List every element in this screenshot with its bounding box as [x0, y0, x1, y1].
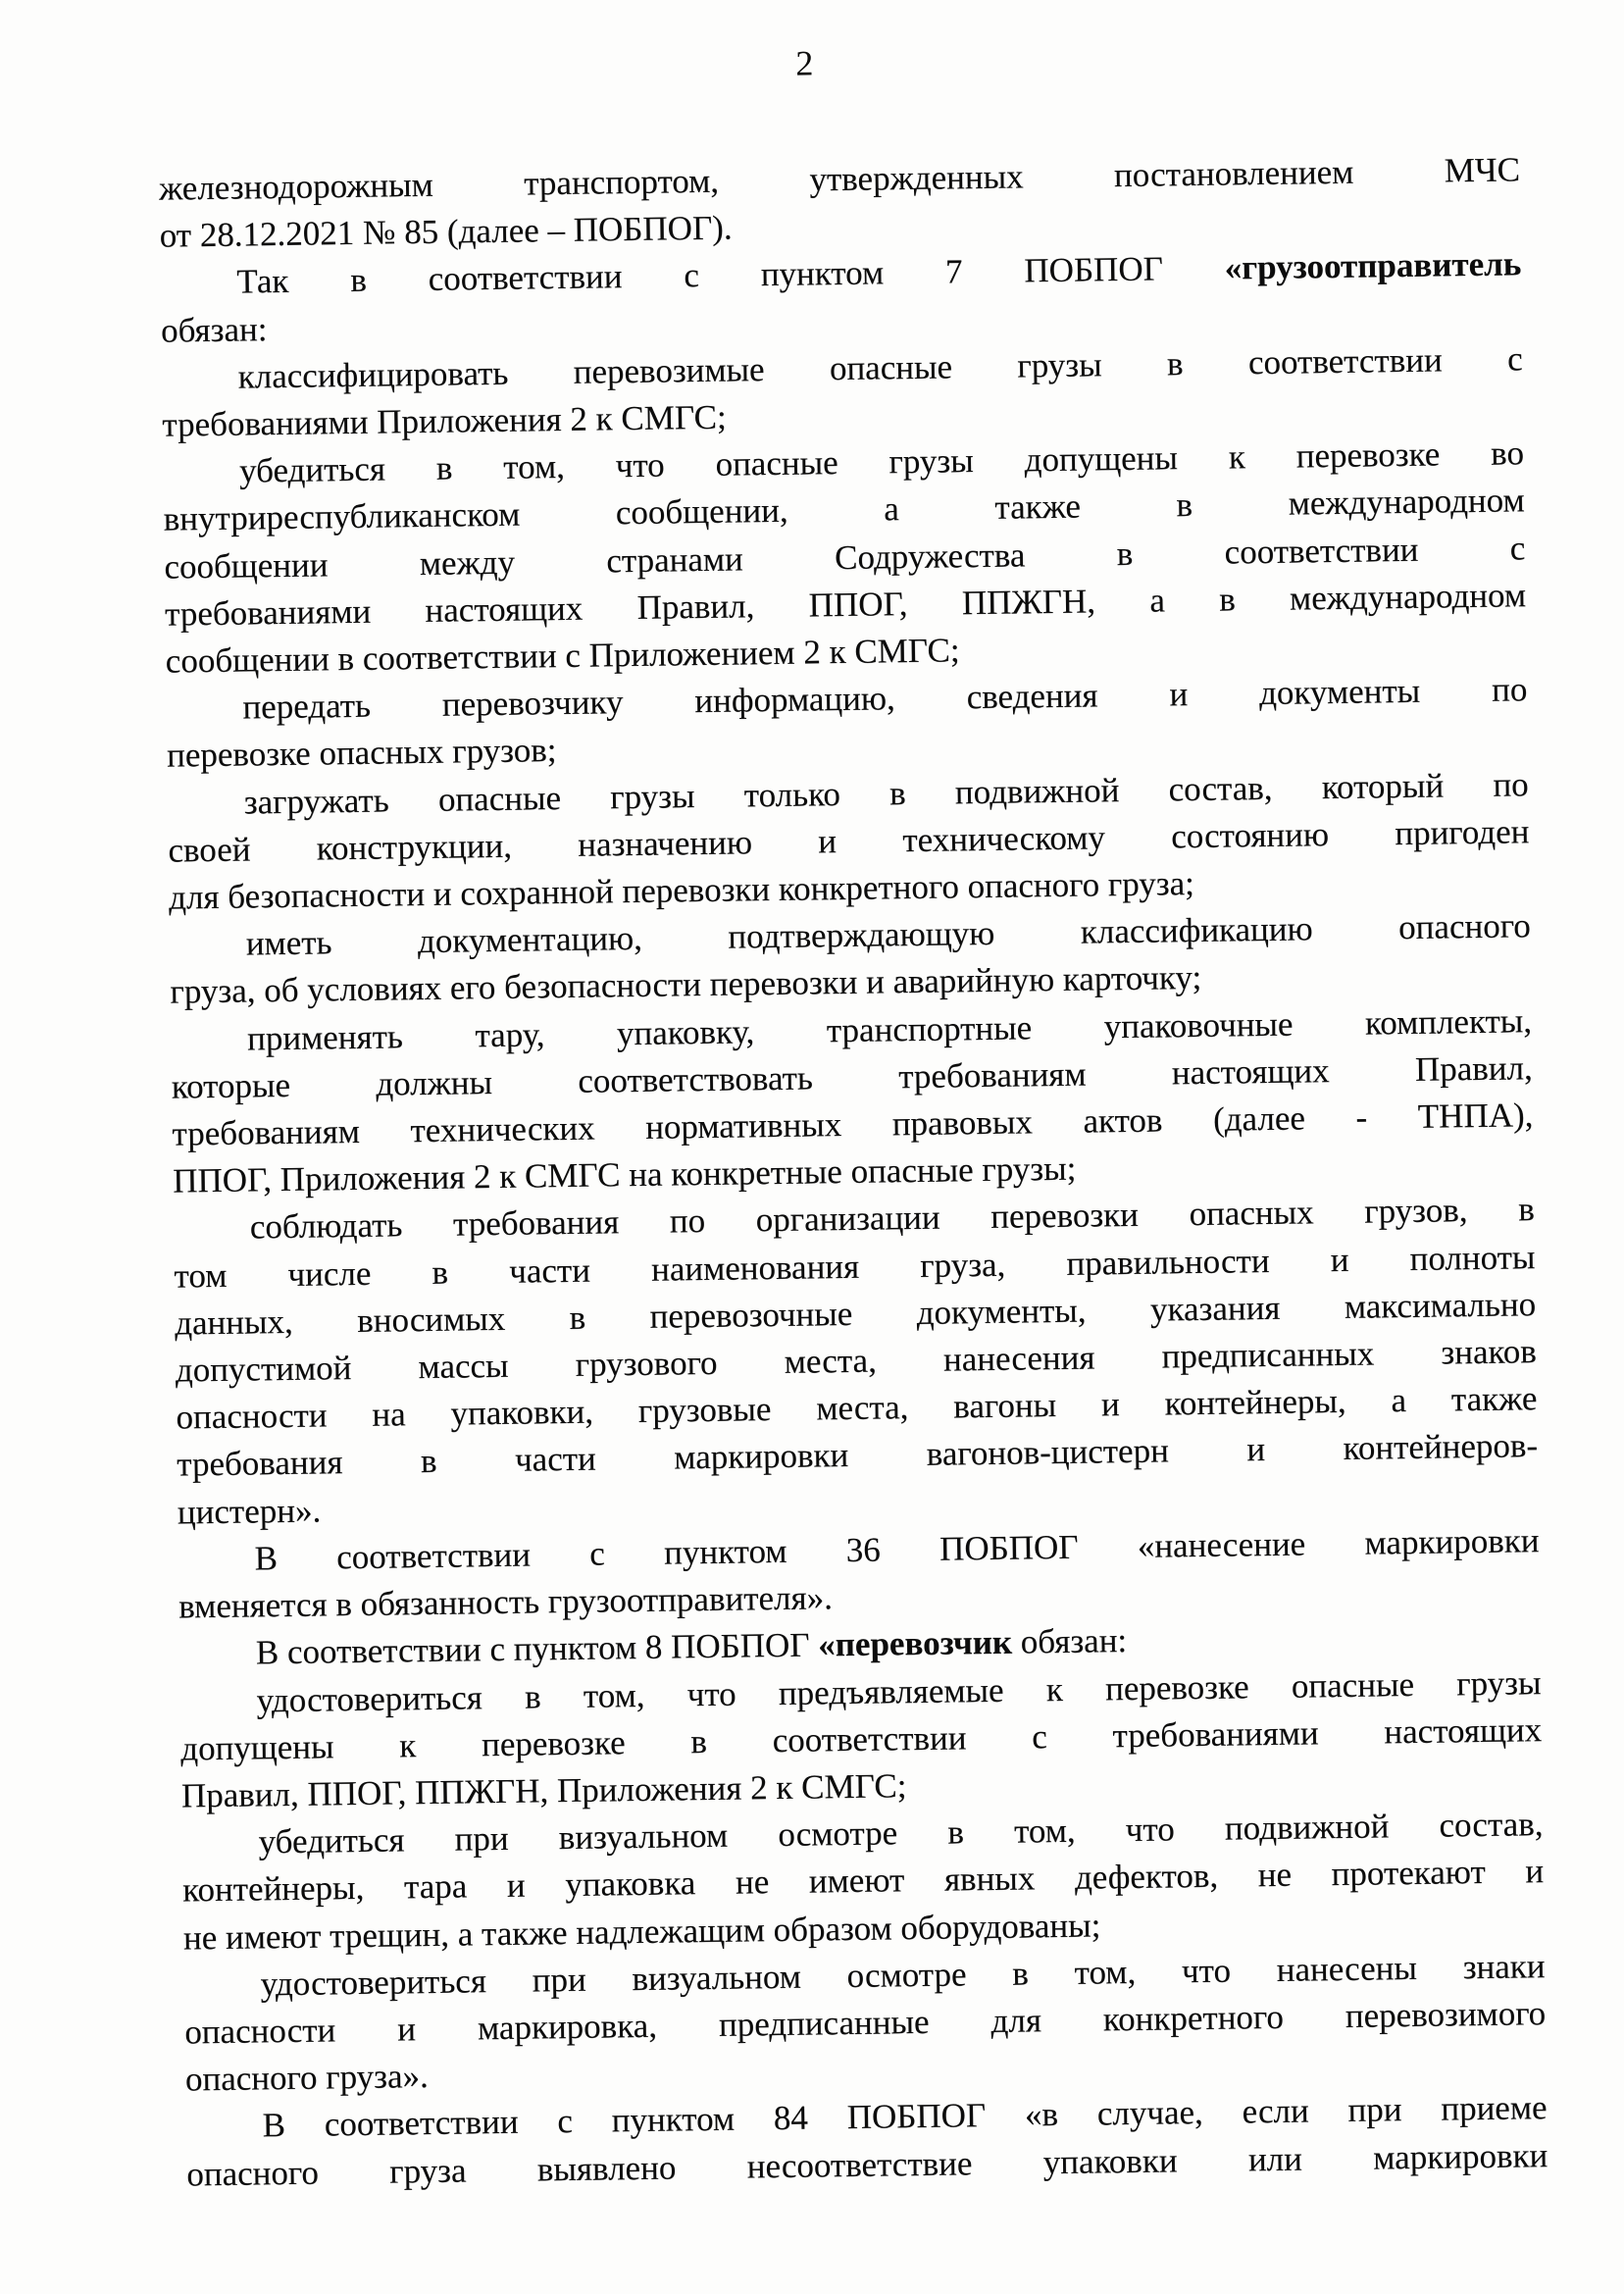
text-segment: передать перевозчику информацию, сведения и документы по — [242, 670, 1528, 727]
text-segment: допущены к перевозке в соответствии с требованиями настоящих — [179, 1709, 1543, 1768]
text-segment: которые должны соответствовать требованиям настоящих Правил, — [171, 1048, 1533, 1106]
bold-text-segment: «перевозчик — [817, 1622, 1013, 1664]
text-segment: В соответствии с пунктом 84 ПОБПОГ «в случае, если при приеме — [262, 2088, 1548, 2145]
text-segment: данных, вносимых в перевозочные документы, указания максимально — [174, 1285, 1537, 1343]
text-segment: применять тару, упаковку, транспортные упаковочные комплекты, — [246, 1000, 1533, 1058]
text-segment: груза, об условиях его безопасности перевозки и аварийную карточку; — [170, 958, 1202, 1012]
text-segment: обязан: — [1011, 1621, 1128, 1661]
text-segment: опасного груза выявлено несоответствие упаковки или маркировки — [186, 2135, 1548, 2194]
text-segment: В соответствии с пунктом 8 ПОБПОГ — [255, 1625, 819, 1672]
text-segment: Правил, ППОГ, ППЖГН, Приложения 2 к СМГС; — [180, 1766, 907, 1815]
text-segment: перевозке опасных грузов; — [166, 731, 557, 776]
text-segment: опасности и маркировка, предписанные для конкретного перевозимого — [184, 1994, 1547, 2052]
text-segment: В соответствии с пунктом 36 ПОБПОГ «нанесение маркировки — [254, 1521, 1540, 1578]
text-segment: удостовериться при визуальном осмотре в том, что нанесены знаки — [260, 1946, 1546, 2004]
page-content — [157, 31, 1548, 2198]
text-segment: требованиями Приложения 2 к СМГС; — [162, 397, 727, 444]
text-segment: классифицировать перевозимые опасные грузы в соответствии с — [237, 339, 1523, 396]
text-segment: загружать опасные грузы только в подвижной состав, который по — [243, 764, 1529, 822]
text-segment: железнодорожным транспортом, утвержденных постановлением МЧС — [158, 150, 1521, 208]
text-segment: своей конструкции, назначению и техническому состоянию пригоден — [168, 812, 1530, 870]
document-body — [159, 146, 1548, 2198]
text-segment: внутриреспубликанском сообщении, а также в международном — [163, 481, 1525, 539]
text-segment: соблюдать требования по организации перевозки опасных грузов, в — [249, 1190, 1535, 1247]
text-segment: контейнеры, тара и упаковка не имеют явных дефектов, не протекают и — [181, 1852, 1545, 1910]
text-segment: убедиться в том, что опасные грузы допущены к перевозке во — [238, 433, 1525, 490]
text-segment: требованиями настоящих Правил, ППОГ, ППЖГН, а в международном — [164, 576, 1527, 634]
text-segment: опасного груза». — [184, 2057, 429, 2099]
text-segment: убедиться при визуальном осмотре в том, что подвижной состав, — [258, 1805, 1544, 1861]
text-segment: допустимой массы грузового места, нанесения предписанных знаков — [175, 1332, 1537, 1390]
text-segment: том числе в части наименования груза, правильности и полноты — [174, 1237, 1536, 1296]
bold-text-segment: «грузоотправитель — [1224, 244, 1522, 287]
text-segment: иметь документацию, подтверждающую классификацию опасного — [245, 906, 1531, 963]
text-segment: удостовериться в том, что предъявляемые к перевозке опасные грузы — [256, 1662, 1542, 1719]
text-segment: не имеют трещин, а также надлежащим образом оборудованы; — [182, 1905, 1101, 1958]
page-number: 2 — [795, 43, 814, 83]
text-segment: для безопасности и сохранной перевозки конкретного опасного груза; — [168, 864, 1195, 917]
text-segment: цистерн». — [177, 1491, 322, 1532]
text-segment: требованиям технических нормативных правовых актов (далее - ТНПА), — [172, 1096, 1534, 1153]
text-segment: ППОГ, Приложения 2 к СМГС на конкретные опасные грузы; — [172, 1148, 1077, 1200]
text-segment: вменяется в обязанность грузоотправителя». — [178, 1578, 834, 1626]
text-segment: обязан: — [160, 309, 268, 350]
text-segment: Так в соответствии с пунктом 7 ПОБПОГ — [236, 248, 1225, 301]
text-segment: сообщении между странами Содружества в соответствии с — [164, 528, 1526, 586]
text-segment: опасности на упаковки, грузовые места, вагоны и контейнеры, а также — [176, 1379, 1538, 1437]
text-segment: сообщении в соответствии с Приложением 2 к СМГС; — [165, 631, 960, 681]
text-segment: от 28.12.2021 № 85 (далее – ПОБПОГ). — [159, 208, 733, 255]
text-segment: требования в части маркировки вагонов-цистерн и контейнеров- — [176, 1426, 1539, 1485]
